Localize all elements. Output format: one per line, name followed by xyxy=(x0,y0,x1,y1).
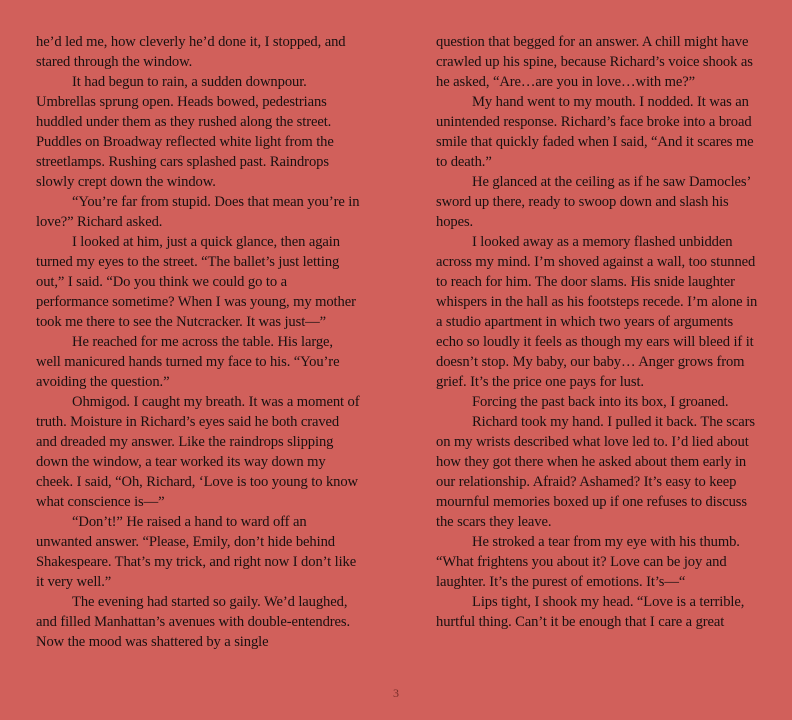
paragraph: I looked at him, just a quick glance, then again turned my eyes to the street. “The ballet’s just letting out,” I said. “Do you think we could go to a performance sometime? When I was young, my mother took me there to see the Nutcracker. It was just—” xyxy=(36,234,356,330)
paragraph: “You’re far from stupid. Does that mean you’re in love?” Richard asked. xyxy=(36,194,360,230)
left-text-column xyxy=(36,32,361,652)
page-number: 3 xyxy=(393,686,399,700)
paragraph: The evening had started so gaily. We’d laughed, and filled Manhattan’s avenues with double-entendres. Now the mood was shattered by a single xyxy=(36,594,351,650)
paragraph: Lips tight, I shook my head. “Love is a terrible, hurtful thing. Can’t it be enough that I care a great xyxy=(436,594,745,630)
paragraph: Ohmigod. I caught my breath. It was a moment of truth. Moisture in Richard’s eyes said he both craved and dreaded my answer. Like the raindrops slipping down the window, a tear worked its way down my cheek. I said, “Oh, Richard, ‘Love is too young to know what conscience is—” xyxy=(36,394,360,510)
paragraph: Forcing the past back into its box, I groaned. xyxy=(472,394,729,410)
paragraph: “Don’t!” He raised a hand to ward off an unwanted answer. “Please, Emily, don’t hide behind Shakespeare. That’s my trick, and right now I don’t like it very well.” xyxy=(36,514,357,590)
paragraph: It had begun to rain, a sudden downpour. Umbrellas sprung open. Heads bowed, pedestrians huddled under them as they rushed along the street. Puddles on Broadway reflected white light from the streetlamps. Rushing cars splashed past. Raindrops slowly crept down the window. xyxy=(36,74,334,190)
right-text-column xyxy=(436,32,761,632)
paragraph: Richard took my hand. I pulled it back. The scars on my wrists described what love led to. I’d lied about how they got there when he asked about them early in our relationship. Afraid? Ashamed? It’s easy to keep mournful memories boxed up if one refuses to discuss the scars they leave. xyxy=(436,414,755,530)
paragraph: He glanced at the ceiling as if he saw Damocles’ sword up there, ready to swoop down and slash his hopes. xyxy=(436,174,751,230)
paragraph: he’d led me, how cleverly he’d done it, I stopped, and stared through the window. xyxy=(36,34,346,70)
paragraph: My hand went to my mouth. I nodded. It was an unintended response. Richard’s face broke into a broad smile that quickly faded when I said, “And it scares me to death.” xyxy=(436,94,754,170)
paragraph: He stroked a tear from my eye with his thumb. “What frightens you about it? Love can be joy and laughter. It’s the purest of emotions. It’s—“ xyxy=(436,534,740,590)
paragraph: He reached for me across the table. His large, well manicured hands turned my face to his. “You’re avoiding the question.” xyxy=(36,334,340,390)
paragraph: question that begged for an answer. A chill might have crawled up his spine, because Richard’s voice shook as he asked, “Are…are you in love…with me?” xyxy=(436,34,753,90)
paragraph: I looked away as a memory flashed unbidden across my mind. I’m shoved against a wall, too stunned to reach for him. The door slams. His snide laughter whispers in the hall as his footsteps recede. I’m alone in a studio apartment in which two years of arguments echo so loudly it feels as though my ears will bleed if it doesn’t stop. My baby, our baby… Anger grows from grief. It’s the price one pays for lust. xyxy=(436,234,758,390)
